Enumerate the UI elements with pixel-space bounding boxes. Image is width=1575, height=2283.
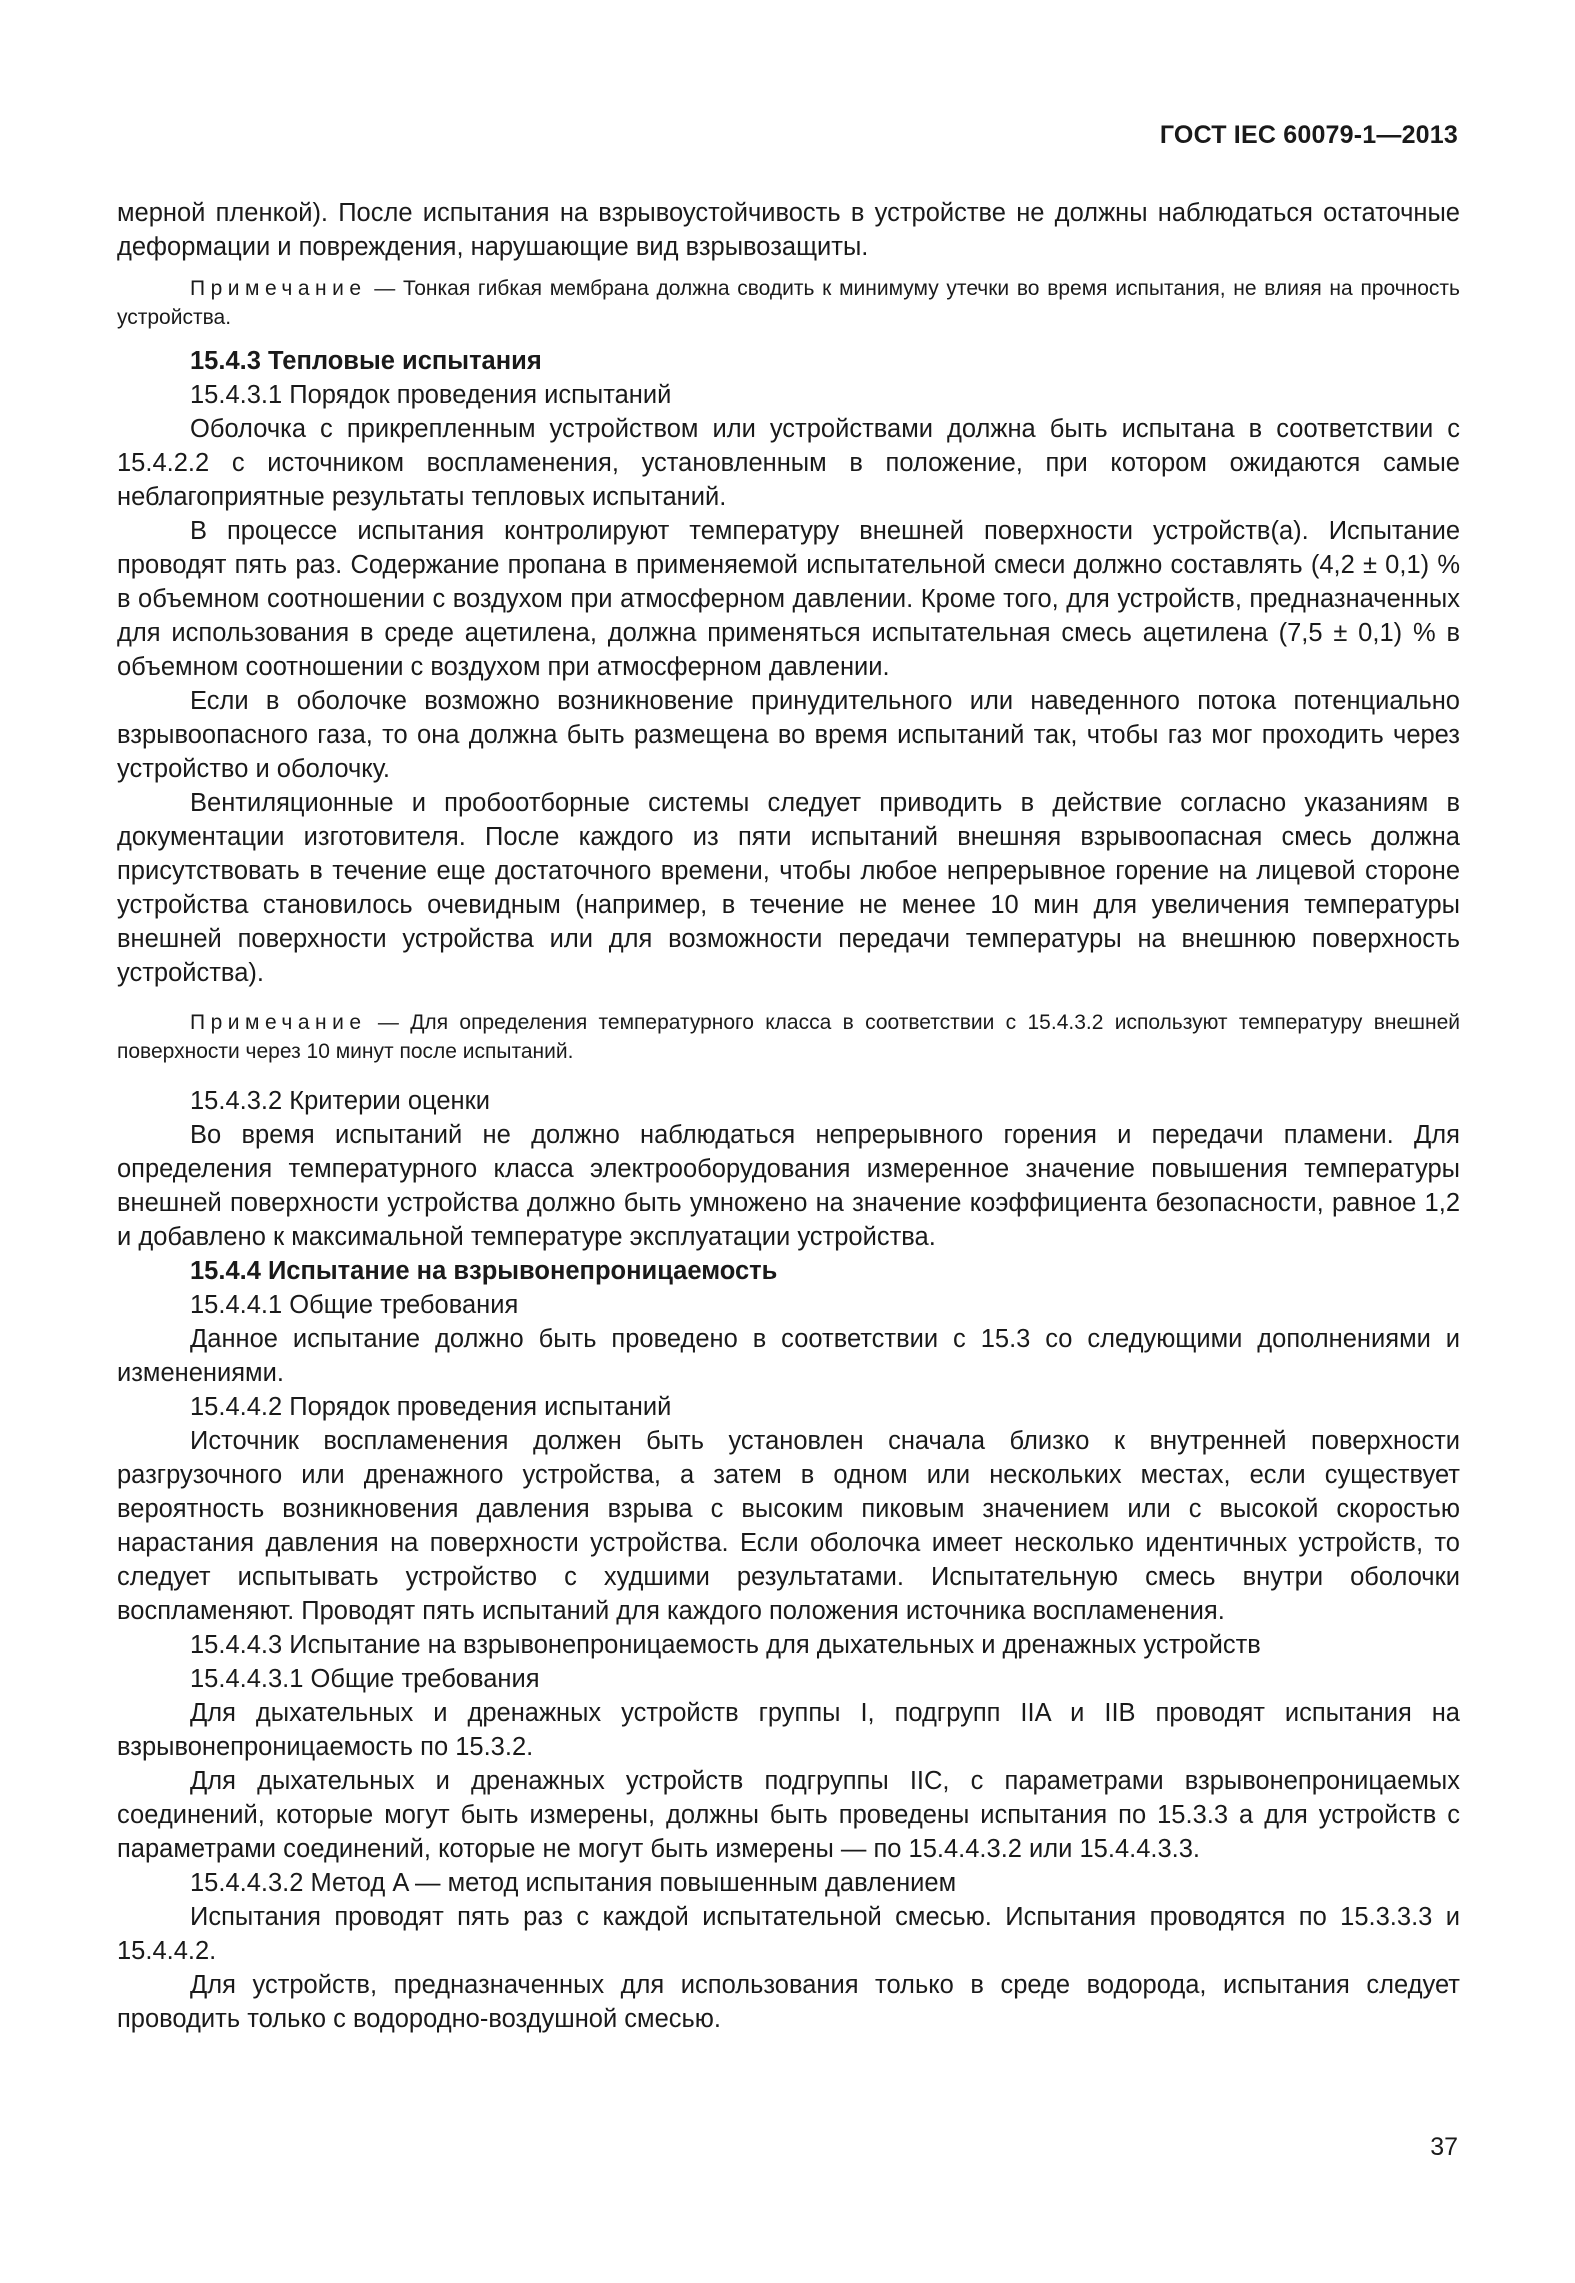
paragraph: Во время испытаний не должно наблюдаться непрерывного горения и передачи пламени. Для определения температурного класса электрооборудования измеренное значение повышения температуры внешней поверхности устройства должно быть умножено на значение коэффициента безопасности, равное 1,2 и добавлено к максимальной температуре эксплуатации устройства.	[117, 1121, 1460, 1251]
paragraph: мерной пленкой). После испытания на взрывоустойчивость в устройстве не должны наблюдаться остаточные деформации и повреждения, нарушающие вид взрывозащиты.	[117, 199, 1460, 261]
section-heading: 15.4.4 Испытание на взрывонепроницаемость	[190, 1257, 778, 1285]
subsection-heading: 15.4.3.2 Критерии оценки	[190, 1087, 491, 1115]
note	[117, 1008, 1460, 1066]
note-label: Примечание	[190, 1011, 367, 1034]
paragraph: Для устройств, предназначенных для использования только в среде водорода, испытания следует проводить только с водородно-воздушной смесью.	[117, 1971, 1460, 2033]
subsection-heading: 15.4.4.3.1 Общие требования	[190, 1665, 540, 1693]
note-text: — Тонкая гибкая мембрана должна сводить к минимуму утечки во время испытания, не влияя на прочность устройства.	[117, 277, 1460, 329]
subsection-heading: 15.4.4.3 Испытание на взрывонепроницаемость для дыхательных и дренажных устройств	[190, 1631, 1261, 1659]
note-text: — Для определения температурного класса в соответствии с 15.4.3.2 используют температуру внешней поверхности через 10 минут после испытаний.	[117, 1011, 1460, 1063]
paragraph: Если в оболочке возможно возникновение принудительного или наведенного потока потенциально взрывоопасного газа, то она должна быть размещена во время испытаний так, чтобы газ мог проходить через устройство и оболочку.	[117, 687, 1460, 783]
paragraph: Для дыхательных и дренажных устройств группы I, подгрупп IIA и IIB проводят испытания на взрывонепроницаемость по 15.3.2.	[117, 1699, 1460, 1761]
paragraph: Оболочка с прикрепленным устройством или устройствами должна быть испытана в соответствии с 15.4.2.2 с источником воспламенения, установленным в положение, при котором ожидаются самые неблагоприятные результаты тепловых испытаний.	[117, 415, 1460, 511]
note	[117, 274, 1460, 332]
paragraph: В процессе испытания контролируют температуру внешней поверхности устройств(а). Испытание проводят пять раз. Содержание пропана в применяемой испытательной смеси должно составлять (4,2 ± 0,1) % в объемном соотношении с воздухом при атмосферном давлении. Кроме того, для устройств, предназначенных для использования в среде ацетилена, должна применяться испытательная смесь ацетилена (7,5 ± 0,1) % в объемном соотношении с воздухом при атмосферном давлении.	[117, 517, 1460, 681]
paragraph: Данное испытание должно быть проведено в соответствии с 15.3 со следующими дополнениями и изменениями.	[117, 1325, 1460, 1387]
paragraph: Вентиляционные и пробоотборные системы следует приводить в действие согласно указаниям в документации изготовителя. После каждого из пяти испытаний внешняя взрывоопасная смесь должна присутствовать в течение еще достаточного времени, чтобы любое непрерывное горение на лицевой стороне устройства становилось очевидным (например, в течение не менее 10 мин для увеличения температуры внешней поверхности устройства или для возможности передачи температуры на внешнюю поверхность устройства).	[117, 789, 1460, 987]
subsection-heading: 15.4.4.3.2 Метод A — метод испытания повышенным давлением	[190, 1869, 957, 1897]
page-number: 37	[1430, 2133, 1458, 2161]
page-body	[117, 196, 1460, 2036]
note-label: Примечание	[190, 277, 367, 300]
paragraph: Испытания проводят пять раз с каждой испытательной смесью. Испытания проводятся по 15.3.3.3 и 15.4.4.2.	[117, 1903, 1460, 1965]
paragraph: Источник воспламенения должен быть установлен сначала близко к внутренней поверхности разгрузочного или дренажного устройства, а затем в одном или нескольких местах, если существует вероятность возникновения давления взрыва с высоким пиковым значением или с высокой скоростью нарастания давления на поверхности устройства. Если оболочка имеет несколько идентичных устройств, то следует испытывать устройство с худшими результатами. Испытательную смесь внутри оболочки воспламеняют. Проводят пять испытаний для каждого положения источника воспламенения.	[117, 1427, 1460, 1625]
subsection-heading: 15.4.4.1 Общие требования	[190, 1291, 519, 1319]
subsection-heading: 15.4.3.1 Порядок проведения испытаний	[190, 381, 672, 409]
document-code: ГОСТ IEC 60079-1—2013	[1159, 121, 1458, 149]
paragraph: Для дыхательных и дренажных устройств подгруппы IIC, с параметрами взрывонепроницаемых соединений, которые могут быть измерены, должны быть проведены испытания по 15.3.3 а для устройств с параметрами соединений, которые не могут быть измерены — по 15.4.4.3.2 или 15.4.4.3.3.	[117, 1767, 1460, 1863]
section-heading: 15.4.3 Тепловые испытания	[190, 347, 542, 375]
subsection-heading: 15.4.4.2 Порядок проведения испытаний	[190, 1393, 672, 1421]
